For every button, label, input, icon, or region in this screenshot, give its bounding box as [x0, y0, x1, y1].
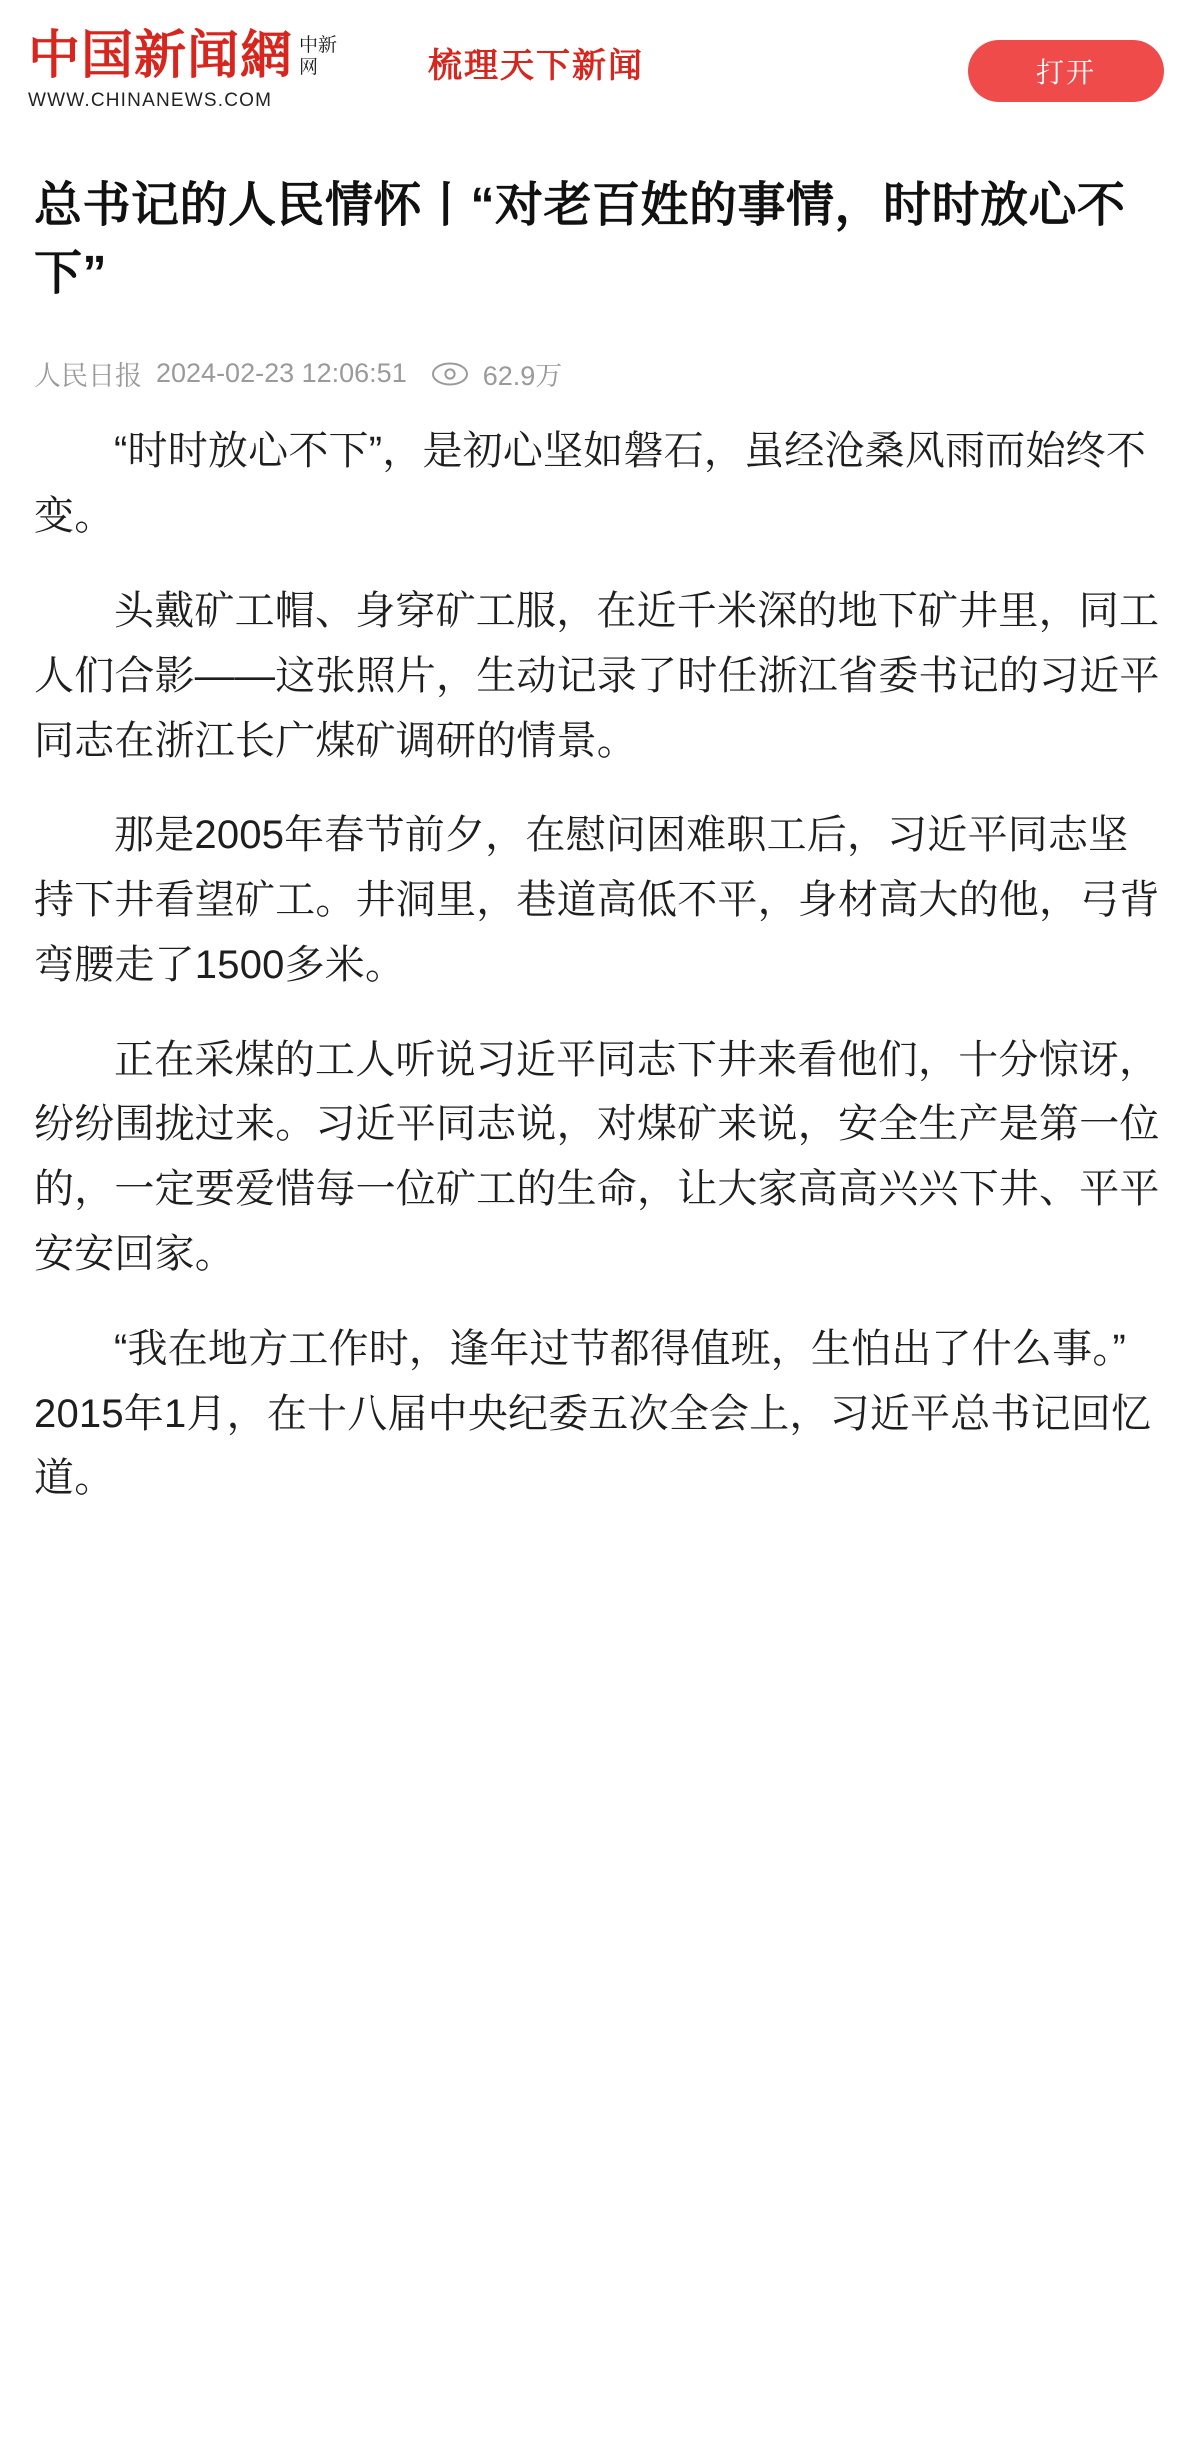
site-header [0, 0, 1200, 140]
article-datetime: 2024-02-23 12:06:51 [156, 358, 407, 389]
site-logo[interactable] [28, 25, 418, 112]
article-view-count: 62.9万 [482, 361, 563, 392]
article-container [0, 140, 1200, 1551]
open-app-button[interactable]: 打开 [968, 40, 1164, 102]
article-source: 人民日报 [34, 361, 142, 392]
logo-wordmark [28, 25, 418, 86]
site-tagline [418, 38, 968, 87]
eye-icon [431, 361, 469, 387]
tagline-text: 梳理天下新闻 [428, 45, 644, 86]
article-paragraph: “时时放心不下”，是初心坚如磐石，虽经沧桑风雨而始终不变。 [34, 429, 1147, 539]
logo-subtitle [299, 35, 337, 82]
logo-subtitle-line1: 中新 [299, 34, 338, 57]
article-headline: 总书记的人民情怀丨“对老百姓的事情，时时放心不下” [34, 179, 1126, 301]
article-meta [34, 354, 1166, 393]
article-paragraph: 那是2005年春节前夕，在慰问困难职工后，习近平同志坚持下井看望矿工。井洞里，巷道高低不平，身材高大的他，弓背弯腰走了1500多米。 [34, 813, 1160, 987]
article-paragraph: 头戴矿工帽、身穿矿工服，在近千米深的地下矿井里，同工人们合影——这张照片，生动记录了时任浙江省委书记的习近平同志在浙江长广煤矿调研的情景。 [34, 588, 1160, 763]
logo-url: WWW.CHINANEWS.COM [28, 90, 273, 111]
logo-chinese-name: 中国新闻網 [28, 25, 294, 86]
article-paragraph: “我在地方工作时，逢年过节都得值班，生怕出了什么事。”2015年1月，在十八届中央纪委五次全会上，习近平总书记回忆道。 [34, 1326, 1152, 1501]
article-body [34, 419, 1166, 1511]
logo-subtitle-line2: 网 [299, 55, 319, 78]
article-paragraph: 正在采煤的工人听说习近平同志下井来看他们，十分惊讶，纷纷围拢过来。习近平同志说，对煤矿来说，安全生产是第一位的，一定要爱惜每一位矿工的生命，让大家高高兴兴下井、平平安安回家。 [34, 1037, 1160, 1277]
